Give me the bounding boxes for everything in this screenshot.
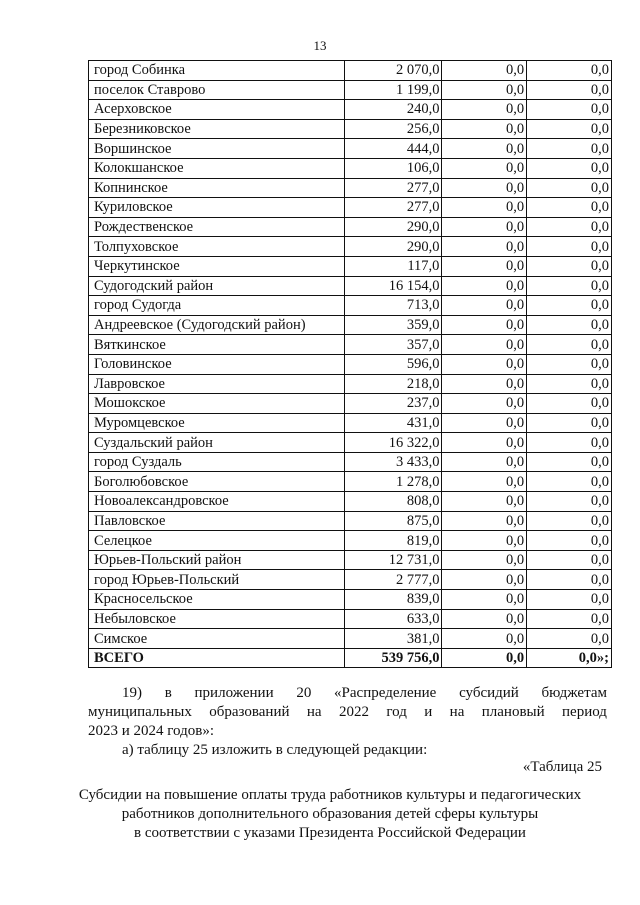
table-row	[89, 158, 612, 178]
subsidy-2023-cell: 0,0	[442, 61, 527, 81]
subsidy-2023-cell: 0,0	[442, 511, 527, 531]
subsidy-2024-cell: 0,0	[527, 276, 612, 296]
subsidy-2022-cell: 875,0	[345, 511, 442, 531]
municipality-name-cell: Воршинское	[89, 139, 345, 159]
subsidy-2022-cell: 256,0	[345, 119, 442, 139]
word: бюджетам	[541, 685, 607, 701]
word: на	[306, 704, 322, 720]
table-row	[89, 394, 612, 414]
subsidy-2023-cell: 0,0	[442, 609, 527, 629]
table-title-line-2: работников дополнительного образования детей сферы культуры	[121, 806, 539, 822]
subsidy-2022-cell: 444,0	[345, 139, 442, 159]
word: приложении	[194, 685, 274, 701]
subsidy-2022-cell: 596,0	[345, 354, 442, 374]
subsidy-2022-cell: 106,0	[345, 158, 442, 178]
subsidy-2022-cell: 431,0	[345, 413, 442, 433]
word: 2022	[338, 704, 369, 720]
table-row	[89, 433, 612, 453]
subsidy-2022-cell: 2 777,0	[345, 570, 442, 590]
subsidy-2024-cell: 0,0	[527, 433, 612, 453]
subsidy-2022-cell: 1 199,0	[345, 80, 442, 100]
municipality-name-cell: Куриловское	[89, 198, 345, 218]
subsidy-2023-cell: 0,0	[442, 315, 527, 335]
table-row	[89, 198, 612, 218]
municipality-name-cell: Вяткинское	[89, 335, 345, 355]
municipality-name-cell: ВСЕГО	[89, 648, 345, 668]
subsidy-2024-cell: 0,0	[527, 217, 612, 237]
municipality-name-cell: Новоалександровское	[89, 492, 345, 512]
municipality-name-cell: Красносельское	[89, 590, 345, 610]
subsidy-2024-cell: 0,0	[527, 296, 612, 316]
table-row	[89, 609, 612, 629]
table-row	[89, 296, 612, 316]
word: в	[164, 685, 172, 701]
subsidy-2022-cell: 381,0	[345, 629, 442, 649]
table-row	[89, 335, 612, 355]
subsidy-2024-cell: 0,0	[527, 178, 612, 198]
subsidy-2024-cell: 0,0	[527, 531, 612, 551]
municipality-name-cell: Лавровское	[89, 374, 345, 394]
subsidy-2024-cell: 0,0	[527, 61, 612, 81]
word: «Распределение	[334, 685, 437, 701]
table-row	[89, 276, 612, 296]
subsidy-2024-cell: 0,0	[527, 335, 612, 355]
subsidy-2022-cell: 218,0	[345, 374, 442, 394]
subsidy-2022-cell: 277,0	[345, 198, 442, 218]
table-row	[89, 550, 612, 570]
table-label: «Таблица 25	[522, 759, 602, 775]
subsidy-2023-cell: 0,0	[442, 374, 527, 394]
subsidy-2022-cell: 290,0	[345, 217, 442, 237]
subsidy-2024-cell: 0,0	[527, 472, 612, 492]
subsidy-2023-cell: 0,0	[442, 100, 527, 120]
subsidy-2023-cell: 0,0	[442, 296, 527, 316]
word: муниципальных	[88, 704, 192, 720]
subsidy-2023-cell: 0,0	[442, 492, 527, 512]
subsidy-2023-cell: 0,0	[442, 276, 527, 296]
municipality-name-cell: Черкутинское	[89, 256, 345, 276]
page-number: 13	[313, 38, 327, 53]
subsidy-2023-cell: 0,0	[442, 217, 527, 237]
subsidy-2024-cell: 0,0»;	[527, 648, 612, 668]
municipality-name-cell: город Суздаль	[89, 452, 345, 472]
subsidy-2023-cell: 0,0	[442, 413, 527, 433]
subsidy-2022-cell: 237,0	[345, 394, 442, 414]
subsidy-2022-cell: 12 731,0	[345, 550, 442, 570]
subsidy-2024-cell: 0,0	[527, 550, 612, 570]
subsidy-2023-cell: 0,0	[442, 237, 527, 257]
table-total-row	[89, 648, 612, 668]
subsidy-2022-cell: 819,0	[345, 531, 442, 551]
subsidy-2024-cell: 0,0	[527, 374, 612, 394]
subsidy-2024-cell: 0,0	[527, 315, 612, 335]
subsidy-2022-cell: 16 154,0	[345, 276, 442, 296]
municipality-name-cell: Березниковское	[89, 119, 345, 139]
subsidy-2023-cell: 0,0	[442, 590, 527, 610]
table-title-line-1: Субсидии на повышение оплаты труда работников культуры и педагогических	[78, 787, 582, 803]
municipality-name-cell: Судогодский район	[89, 276, 345, 296]
subsidy-2024-cell: 0,0	[527, 413, 612, 433]
table-row	[89, 452, 612, 472]
subsidy-2022-cell: 290,0	[345, 237, 442, 257]
subsidy-2022-cell: 277,0	[345, 178, 442, 198]
table-row	[89, 570, 612, 590]
subsidy-2023-cell: 0,0	[442, 335, 527, 355]
subsidy-2024-cell: 0,0	[527, 139, 612, 159]
subsidy-2023-cell: 0,0	[442, 354, 527, 374]
word: период	[562, 704, 607, 720]
municipality-name-cell: Юрьев-Польский район	[89, 550, 345, 570]
paragraph-a: а) таблицу 25 изложить в следующей редакции:	[122, 742, 428, 758]
subsidy-2024-cell: 0,0	[527, 119, 612, 139]
subsidy-2023-cell: 0,0	[442, 394, 527, 414]
subsidy-2022-cell: 713,0	[345, 296, 442, 316]
subsidy-2024-cell: 0,0	[527, 570, 612, 590]
subsidy-2024-cell: 0,0	[527, 590, 612, 610]
table-row	[89, 61, 612, 81]
subsidy-2024-cell: 0,0	[527, 354, 612, 374]
table-row	[89, 590, 612, 610]
table-row	[89, 492, 612, 512]
municipality-name-cell: Симское	[89, 629, 345, 649]
table-row	[89, 217, 612, 237]
municipality-name-cell: город Юрьев-Польский	[89, 570, 345, 590]
table-row	[89, 472, 612, 492]
municipality-name-cell: Суздальский район	[89, 433, 345, 453]
subsidy-2023-cell: 0,0	[442, 178, 527, 198]
subsidy-table-body	[89, 61, 612, 668]
subsidy-2023-cell: 0,0	[442, 452, 527, 472]
table-row	[89, 139, 612, 159]
word: 20	[296, 685, 312, 701]
subsidy-2022-cell: 117,0	[345, 256, 442, 276]
subsidy-2022-cell: 2 070,0	[345, 61, 442, 81]
municipality-name-cell: Рождественское	[89, 217, 345, 237]
subsidy-2022-cell: 633,0	[345, 609, 442, 629]
municipality-name-cell: Копнинское	[89, 178, 345, 198]
table-row	[89, 413, 612, 433]
municipality-name-cell: город Судогда	[89, 296, 345, 316]
municipality-name-cell: Андреевское (Судогодский район)	[89, 315, 345, 335]
table-row	[89, 315, 612, 335]
subsidy-2024-cell: 0,0	[527, 452, 612, 472]
subsidy-2024-cell: 0,0	[527, 100, 612, 120]
subsidy-2024-cell: 0,0	[527, 609, 612, 629]
subsidy-2022-cell: 357,0	[345, 335, 442, 355]
subsidy-2023-cell: 0,0	[442, 158, 527, 178]
word: субсидий	[459, 685, 519, 701]
subsidy-2022-cell: 839,0	[345, 590, 442, 610]
subsidy-2024-cell: 0,0	[527, 256, 612, 276]
word: 19)	[122, 685, 142, 701]
paragraph-19-line-1	[122, 684, 607, 703]
subsidy-2023-cell: 0,0	[442, 531, 527, 551]
municipality-name-cell: город Собинка	[89, 61, 345, 81]
municipality-name-cell: Асерховское	[89, 100, 345, 120]
table-row	[89, 629, 612, 649]
subsidy-2024-cell: 0,0	[527, 511, 612, 531]
subsidy-2022-cell: 539 756,0	[345, 648, 442, 668]
subsidy-2024-cell: 0,0	[527, 629, 612, 649]
subsidy-2022-cell: 16 322,0	[345, 433, 442, 453]
subsidy-2024-cell: 0,0	[527, 492, 612, 512]
word: образований	[209, 704, 290, 720]
municipality-name-cell: Мошокское	[89, 394, 345, 414]
subsidy-2023-cell: 0,0	[442, 139, 527, 159]
table-row	[89, 511, 612, 531]
municipality-name-cell: Небыловское	[89, 609, 345, 629]
subsidy-2022-cell: 1 278,0	[345, 472, 442, 492]
subsidy-2023-cell: 0,0	[442, 256, 527, 276]
table-row	[89, 178, 612, 198]
subsidy-2023-cell: 0,0	[442, 119, 527, 139]
subsidy-2024-cell: 0,0	[527, 158, 612, 178]
municipality-name-cell: Колокшанское	[89, 158, 345, 178]
table-title-line-3: в соответствии с указами Президента Российской Федерации	[134, 825, 526, 841]
subsidy-table	[88, 60, 612, 668]
subsidy-2023-cell: 0,0	[442, 550, 527, 570]
subsidy-2023-cell: 0,0	[442, 472, 527, 492]
municipality-name-cell: Павловское	[89, 511, 345, 531]
subsidy-2022-cell: 240,0	[345, 100, 442, 120]
table-row	[89, 237, 612, 257]
subsidy-2022-cell: 359,0	[345, 315, 442, 335]
table-row	[89, 80, 612, 100]
table-row	[89, 119, 612, 139]
subsidy-2024-cell: 0,0	[527, 198, 612, 218]
word: год	[386, 704, 407, 720]
word: и	[424, 704, 433, 720]
municipality-name-cell: Боголюбовское	[89, 472, 345, 492]
subsidy-2023-cell: 0,0	[442, 80, 527, 100]
municipality-name-cell: Селецкое	[89, 531, 345, 551]
municipality-name-cell: Муромцевское	[89, 413, 345, 433]
municipality-name-cell: Толпуховское	[89, 237, 345, 257]
subsidy-2023-cell: 0,0	[442, 198, 527, 218]
paragraph-19-line-3: 2023 и 2024 годов»:	[88, 723, 215, 739]
subsidy-2024-cell: 0,0	[527, 394, 612, 414]
table-row	[89, 531, 612, 551]
subsidy-2023-cell: 0,0	[442, 433, 527, 453]
table-row	[89, 354, 612, 374]
municipality-name-cell: Головинское	[89, 354, 345, 374]
subsidy-2022-cell: 3 433,0	[345, 452, 442, 472]
table-row	[89, 100, 612, 120]
subsidy-2023-cell: 0,0	[442, 570, 527, 590]
subsidy-2023-cell: 0,0	[442, 648, 527, 668]
subsidy-2022-cell: 808,0	[345, 492, 442, 512]
table-row	[89, 256, 612, 276]
subsidy-2024-cell: 0,0	[527, 237, 612, 257]
table-row	[89, 374, 612, 394]
paragraph-19-line-2	[88, 703, 607, 722]
word: на	[449, 704, 465, 720]
municipality-name-cell: поселок Ставрово	[89, 80, 345, 100]
subsidy-2023-cell: 0,0	[442, 629, 527, 649]
subsidy-2024-cell: 0,0	[527, 80, 612, 100]
word: плановый	[481, 704, 545, 720]
